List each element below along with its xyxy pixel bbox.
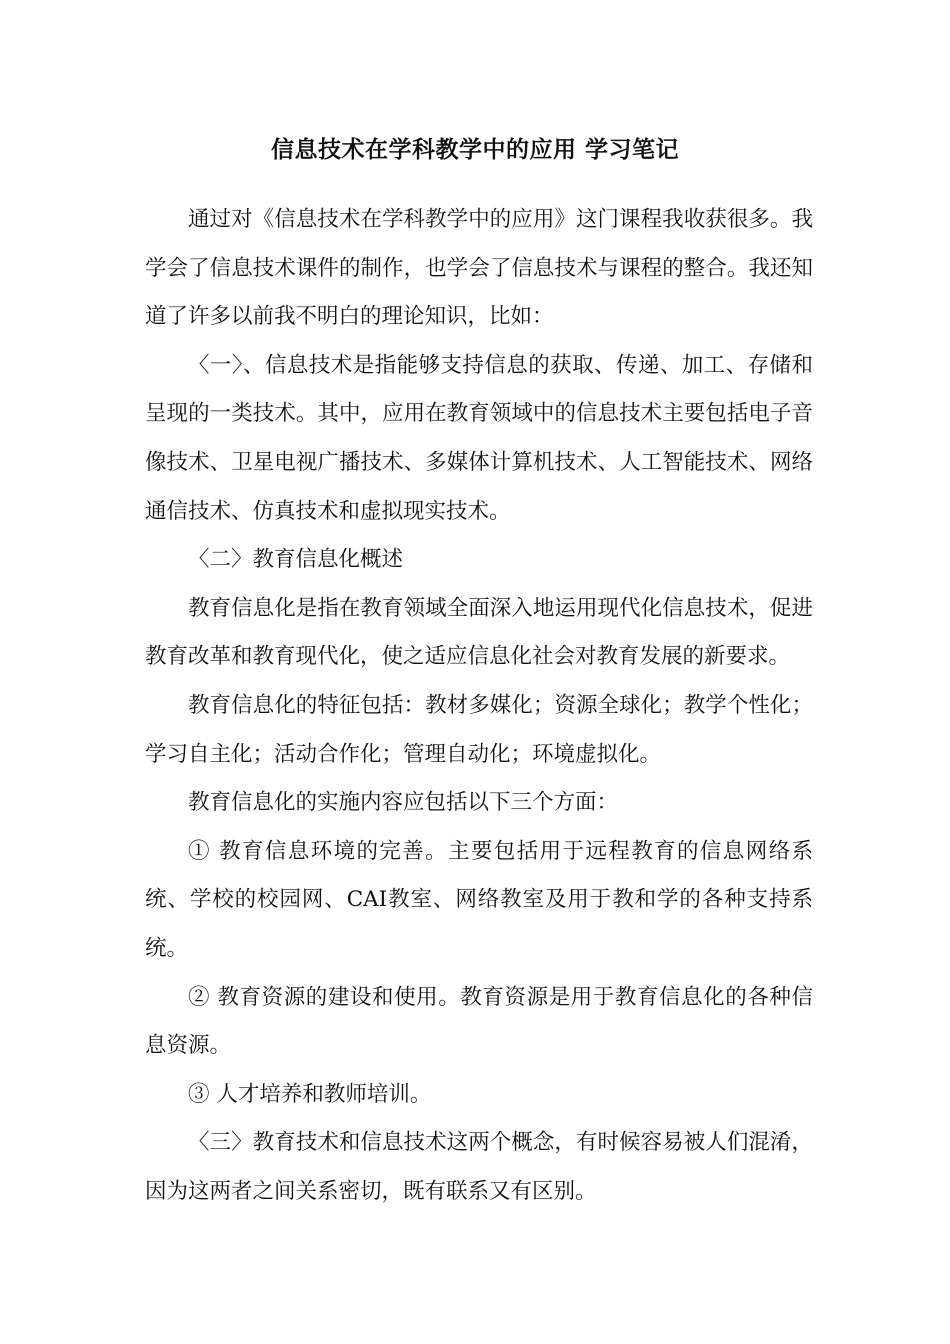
paragraph-section-2-heading: 〈二〉教育信息化概述 [188,547,404,573]
paragraph-item-3: ③ 人才培养和教师培训。 [188,1081,432,1107]
paragraph-item-2: ② 教育资源的建设和使用。教育资源是用于教育信息化的各种信息资源。 [145,984,813,1059]
paragraph-item-1: ① 教育信息环境的完善。主要包括用于远程教育的信息网络系统、学校的校园网、CAI教室、网络教室及用于教和学的各种支持系统。 [145,838,813,961]
paragraph-implementation: 教育信息化的实施内容应包括以下三个方面： [188,790,619,816]
paragraph-definition: 教育信息化是指在教育领域全面深入地运用现代化信息技术，促进教育改革和教育现代化，使之适应信息化社会对教育发展的新要求。 [145,595,813,670]
document-title: 信息技术在学科教学中的应用 学习笔记 [270,136,679,163]
paragraph-section-1: 〈一〉、信息技术是指能够支持信息的获取、传递、加工、存储和呈现的一类技术。其中，应用在教育领域中的信息技术主要包括电子音像技术、卫星电视广播技术、多媒体计算机技术、人工智能技术、网络通信技术、仿真技术和虚拟现实技术。 [145,352,813,524]
document-body [145,196,813,1216]
paragraph-intro: 通过对《信息技术在学科教学中的应用》这门课程我收获很多。我学会了信息技术课件的制作，也学会了信息技术与课程的整合。我还知道了许多以前我不明白的理论知识，比如： [145,207,813,330]
paragraph-features: 教育信息化的特征包括：教材多媒化；资源全球化；教学个性化；学习自主化；活动合作化；管理自动化；环境虚拟化。 [145,692,813,767]
paragraph-section-3: 〈三〉教育技术和信息技术这两个概念，有时候容易被人们混淆，因为这两者之间关系密切，既有联系又有区别。 [145,1130,813,1204]
